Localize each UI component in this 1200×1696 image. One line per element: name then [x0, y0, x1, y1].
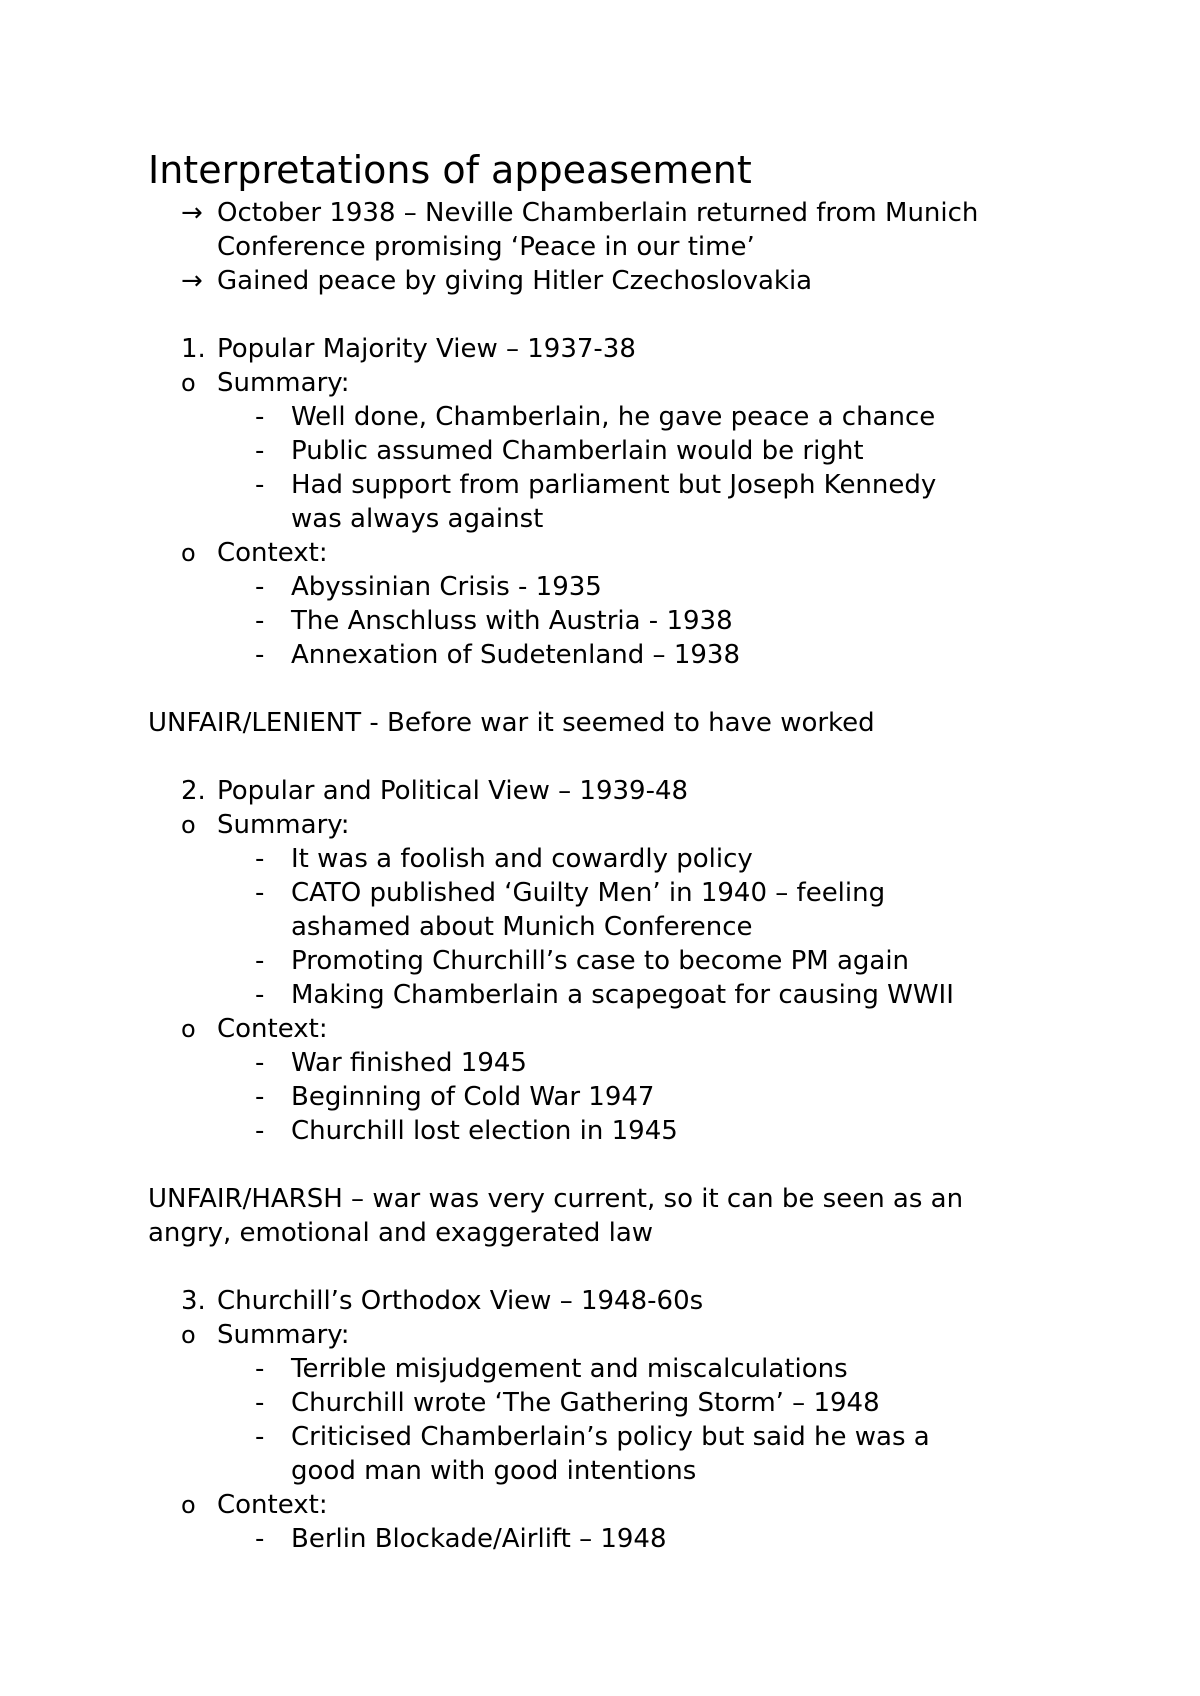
arrow-icon: → — [181, 266, 203, 296]
section-verdict: UNFAIR/HARSH – war was very current, so it can be seen as an angry, emotional and exaggerated law — [148, 1184, 964, 1248]
dash-icon: - — [255, 1048, 265, 1078]
spacer — [148, 672, 1068, 706]
dash-icon: - — [255, 1354, 265, 1384]
list-item — [148, 1386, 1068, 1420]
dash-icon: - — [255, 980, 265, 1010]
intro-item — [148, 196, 1068, 264]
section-2 — [148, 774, 1068, 1250]
list-item — [148, 1046, 1068, 1080]
section-heading — [148, 1284, 1068, 1318]
list-item — [148, 570, 1068, 604]
list-item-text: Making Chamberlain a scapegoat for causing WWII — [291, 980, 954, 1010]
list-item — [148, 978, 1068, 1012]
section-verdict: UNFAIR/LENIENT - Before war it seemed to have worked — [148, 708, 875, 738]
section-3 — [148, 1284, 1068, 1556]
circle-bullet-icon: o — [181, 811, 196, 839]
intro-item — [148, 264, 1068, 298]
dash-icon: - — [255, 1082, 265, 1112]
list-item-text: War finished 1945 — [291, 1048, 527, 1078]
dash-icon: - — [255, 640, 265, 670]
list-item-text: Berlin Blockade/Airlift – 1948 — [291, 1524, 667, 1554]
dash-icon: - — [255, 606, 265, 636]
dash-icon: - — [255, 1116, 265, 1146]
spacer — [148, 298, 1068, 332]
list-item-text: Public assumed Chamberlain would be right — [291, 436, 864, 466]
context-label-row — [148, 536, 1068, 570]
spacer — [148, 1148, 1068, 1182]
circle-bullet-icon: o — [181, 1321, 196, 1349]
list-item-text: CATO published ‘Guilty Men’ in 1940 – feeling ashamed about Munich Conference — [291, 878, 886, 942]
dash-icon: - — [255, 436, 265, 466]
list-item — [148, 1420, 1068, 1488]
spacer — [148, 740, 1068, 774]
circle-bullet-icon: o — [181, 1491, 196, 1519]
list-item — [148, 434, 1068, 468]
section-heading-text: Churchill’s Orthodox View – 1948-60s — [217, 1286, 704, 1316]
list-item — [148, 944, 1068, 978]
dash-icon: - — [255, 844, 265, 874]
list-item-text: Annexation of Sudetenland – 1938 — [291, 640, 740, 670]
list-item — [148, 1522, 1068, 1556]
summary-label-row — [148, 366, 1068, 400]
document-page — [148, 146, 1068, 1556]
dash-icon: - — [255, 1388, 265, 1418]
list-item-text: Abyssinian Crisis - 1935 — [291, 572, 602, 602]
list-item — [148, 1114, 1068, 1148]
dash-icon: - — [255, 1524, 265, 1554]
document-title: Interpretations of appeasement — [148, 148, 752, 192]
dash-icon: - — [255, 946, 265, 976]
list-item — [148, 604, 1068, 638]
list-item — [148, 1080, 1068, 1114]
section-number: 2. — [181, 776, 206, 806]
list-item-text: It was a foolish and cowardly policy — [291, 844, 753, 874]
list-item — [148, 468, 1068, 536]
list-item — [148, 400, 1068, 434]
circle-bullet-icon: o — [181, 369, 196, 397]
section-heading-text: Popular and Political View – 1939-48 — [217, 776, 689, 806]
dash-icon: - — [255, 878, 265, 908]
intro-text: Gained peace by giving Hitler Czechoslovakia — [217, 266, 813, 296]
summary-label-row — [148, 808, 1068, 842]
section-heading — [148, 774, 1068, 808]
circle-bullet-icon: o — [181, 1015, 196, 1043]
list-item-text: Beginning of Cold War 1947 — [291, 1082, 655, 1112]
circle-bullet-icon: o — [181, 539, 196, 567]
context-label: Context: — [217, 538, 328, 568]
section-number: 3. — [181, 1286, 206, 1316]
context-label-row — [148, 1012, 1068, 1046]
list-item-text: Criticised Chamberlain’s policy but said he was a good man with good intentions — [291, 1422, 930, 1486]
section-heading — [148, 332, 1068, 366]
list-item-text: The Anschluss with Austria - 1938 — [291, 606, 733, 636]
summary-label-row — [148, 1318, 1068, 1352]
intro-text: October 1938 – Neville Chamberlain returned from Munich Conference promising ‘Peace in our time’ — [217, 198, 979, 262]
dash-icon: - — [255, 470, 265, 500]
section-1 — [148, 332, 1068, 740]
section-number: 1. — [181, 334, 206, 364]
list-item-text: Churchill lost election in 1945 — [291, 1116, 678, 1146]
list-item — [148, 1352, 1068, 1386]
list-item — [148, 842, 1068, 876]
arrow-icon: → — [181, 198, 203, 228]
section-heading-text: Popular Majority View – 1937-38 — [217, 334, 636, 364]
dash-icon: - — [255, 402, 265, 432]
context-label: Context: — [217, 1490, 328, 1520]
list-item — [148, 638, 1068, 672]
summary-label: Summary: — [217, 368, 350, 398]
spacer — [148, 1250, 1068, 1284]
dash-icon: - — [255, 572, 265, 602]
list-item-text: Churchill wrote ‘The Gathering Storm’ – 1948 — [291, 1388, 880, 1418]
summary-label: Summary: — [217, 1320, 350, 1350]
list-item-text: Promoting Churchill’s case to become PM again — [291, 946, 910, 976]
dash-icon: - — [255, 1422, 265, 1452]
summary-label: Summary: — [217, 810, 350, 840]
context-label-row — [148, 1488, 1068, 1522]
list-item-text: Well done, Chamberlain, he gave peace a chance — [291, 402, 936, 432]
list-item-text: Terrible misjudgement and miscalculations — [291, 1354, 848, 1384]
list-item-text: Had support from parliament but Joseph Kennedy was always against — [291, 470, 937, 534]
list-item — [148, 876, 1068, 944]
context-label: Context: — [217, 1014, 328, 1044]
